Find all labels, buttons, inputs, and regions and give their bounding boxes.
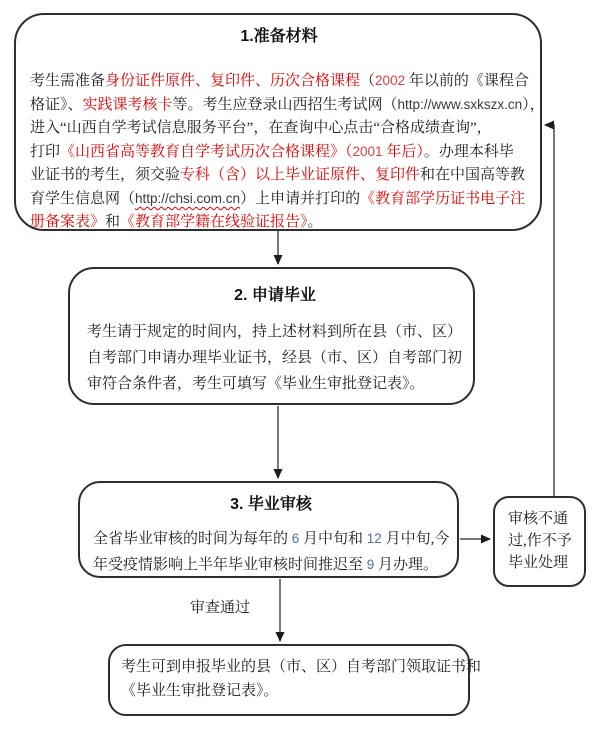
- reject-body-text: 审核不通 过,作不予 毕业处理: [508, 511, 572, 571]
- step3-title: 3. 毕业审核: [230, 496, 312, 513]
- flow-node-collect-certificate: [108, 644, 482, 716]
- step1-body-text: 考生需准备身份证件原件、复印件、历次合格课程（2002 年以前的《课程合 格证》、实践课考核卡等。考生应登录山西招生考试网（http://www.sxkszx.cn）， 进入“山西自学考试信息服务平台”，在查询中心点击“合格成绩查询”， 打印《山西省高等教育自学考试历次合格课程》（2001 年后）。办理本科毕 业证书的考生，须交验专科（含）以上毕业证原件、复印件和在中国高等教 育学生信息网（http://chsi.com.cn）上申请并打印的《教育部学历证书电子注 册备案表》和《教育部学籍在线验证报告》。: [30, 73, 545, 230]
- arrow-reject-feedback-to-step1: [545, 125, 554, 496]
- flow-step-prepare-materials: [14, 13, 545, 231]
- step3-body-text: 全省毕业审核的时间为每年的 6 月中旬和 12 月中旬,今 年受疫情影响上半年毕业审核时间推迟至 9 月办理。: [93, 531, 450, 573]
- review-passed-label: 审查通过: [190, 600, 251, 616]
- flow-node-review-rejected: [493, 496, 586, 587]
- step2-body-text: 考生请于规定的时间内，持上述材料到所在县（市、区） 自考部门申请办理毕业证书，经县（市、区）自考部门初 审符合条件者，考生可填写《毕业生审批登记表》。: [87, 324, 463, 392]
- final-body-text: 考生可到申报毕业的县（市、区）自考部门领取证书和 《毕业生审批登记表》。: [121, 659, 482, 699]
- flow-step-graduation-review: [78, 481, 459, 578]
- step2-title: 2. 申请毕业: [234, 287, 316, 304]
- flow-step-apply-graduation: [68, 267, 475, 405]
- step1-title: 1.准备材料: [240, 28, 318, 45]
